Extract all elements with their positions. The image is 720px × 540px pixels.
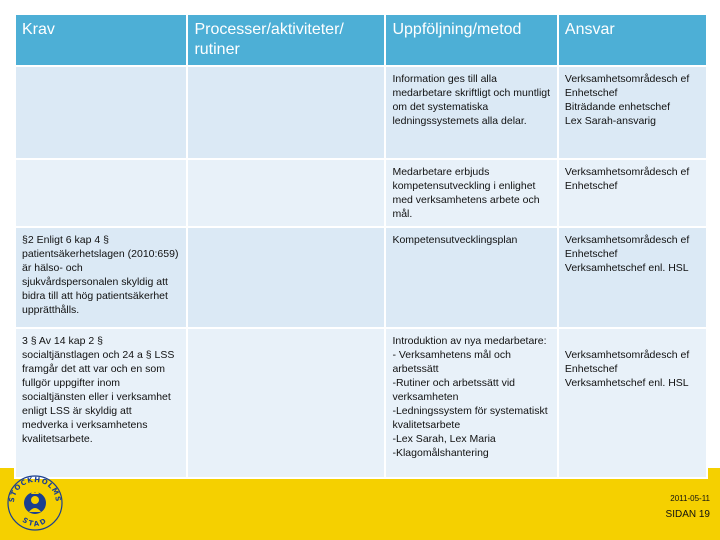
header-ansvar: Ansvar (558, 14, 707, 66)
cell-uppfoljning: Information ges till alla medarbetare skriftligt och muntligt om det systematiska ledningssystemets alla delar. (385, 66, 557, 159)
svg-text:STAD: STAD (20, 516, 50, 529)
cell-krav: 3 § Av 14 kap 2 § socialtjänstlagen och 24 a § LSS framgår det att var och en som fullgör uppgifter inom socialtjänsten eller i verksamhet enligt LSS är skyldig att medverka i verksamhetens kvalitetsarbete. (15, 328, 187, 478)
cell-ansvar: Verksamhetsområdesch ef Enhetschef Verksamhetschef enl. HSL (558, 227, 707, 328)
cell-uppfoljning: Kompetensutvecklingsplan (385, 227, 557, 328)
page-number: SIDAN 19 (665, 509, 710, 520)
cell-ansvar: Verksamhetsområdesch ef Enhetschef (558, 159, 707, 227)
header-uppfoljning: Uppföljning/metod (385, 14, 557, 66)
cell-processer (187, 227, 385, 328)
requirements-table (14, 13, 708, 479)
table-row (15, 66, 707, 159)
table-row (15, 159, 707, 227)
cell-ansvar: Verksamhetsområdesch ef Enhetschef Verksamhetschef enl. HSL (558, 328, 707, 478)
cell-krav: §2 Enligt 6 kap 4 § patientsäkerhetslagen (2010:659) är hälso- och sjukvårdspersonalen skyldig att bidra till att hög patientsäkerhet upprätthålls. (15, 227, 187, 328)
table-row (15, 328, 707, 478)
cell-ansvar: Verksamhetsområdesch ef Enhetschef Biträdande enhetschef Lex Sarah-ansvarig (558, 66, 707, 159)
header-processer: Processer/aktiviteter/ rutiner (187, 14, 385, 66)
cell-processer (187, 328, 385, 478)
footer-date: 2011-05-11 (670, 494, 710, 503)
cell-krav (15, 66, 187, 159)
cell-uppfoljning: Medarbetare erbjuds kompetensutveckling i enlighet med verksamhetens arbete och mål. (385, 159, 557, 227)
svg-text:STOCKHOLMS: STOCKHOLMS (7, 475, 63, 503)
cell-processer (187, 66, 385, 159)
cell-processer (187, 159, 385, 227)
table-row (15, 227, 707, 328)
cell-uppfoljning: Introduktion av nya medarbetare: - Verksamhetens mål och arbetssätt -Rutiner och arbetssätt vid verksamheten -Ledningssystem för systematiskt kvalitetsarbete -Lex Sarah, Lex Maria -Klagomålshantering (385, 328, 557, 478)
stockholms-stad-logo (6, 474, 64, 532)
cell-krav (15, 159, 187, 227)
header-krav: Krav (15, 14, 187, 66)
table-header-row (15, 14, 707, 66)
